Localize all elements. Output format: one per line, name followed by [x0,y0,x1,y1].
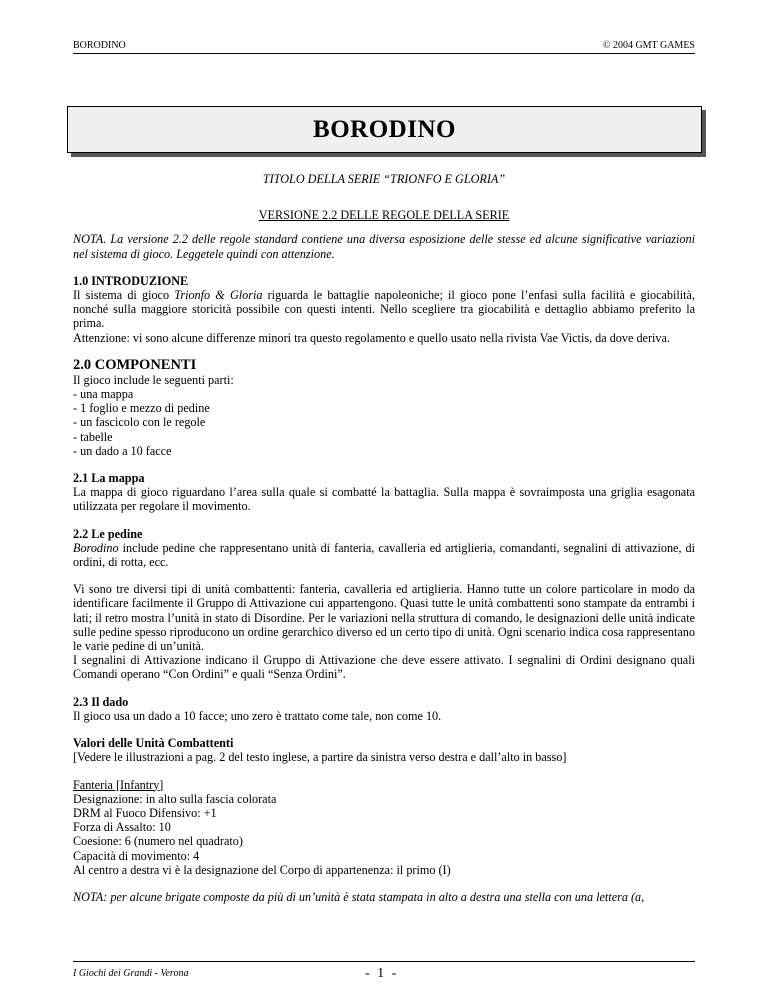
infantry-line: Capacità di movimento: 4 [73,848,200,863]
section-2-3-heading: 2.3 Il dado [73,694,129,709]
section-1-warning: Attenzione: vi sono alcune differenze minori tra questo regolamento e quello usato nella rivista Vae Victis, da dove deriva. [73,330,670,345]
page-header [73,40,695,54]
section-2-2-heading: 2.2 Le pedine [73,526,143,541]
section-2-3-text: Il gioco usa un dado a 10 facce; uno zero è trattato come tale, non come 10. [73,708,442,723]
s1-text-em: Trionfo & Gloria [174,288,263,303]
header-left: BORODINO [73,40,126,51]
infantry-line: Al centro a destra vi è la designazione del Corpo di appartenenza: il primo (I) [73,862,451,877]
section-2-2-p1 [73,541,695,569]
infantry-line: DRM al Fuoco Difensivo: +1 [73,805,217,820]
s1-text-b: riguarda le battaglie napoleoniche; il gioco pone l’enfasi sulla facilità e giocabilità, nonché sulla maggiore storicità possibile con questi intenti. Nello scegliere tra giocabilità e dettaglio abbiamo preferito la prima. [73,288,695,331]
infantry-heading: Fanteria [Infantry] [73,777,164,792]
document-body [73,170,695,904]
component-item: - 1 foglio e mezzo di pedine [73,401,210,416]
section-2-intro: Il gioco include le seguenti parti: [73,372,234,387]
title-box [67,106,702,153]
section-2-2-p3: I segnalini di Attivazione indicano il Gruppo di Attivazione che deve essere attivato. I segnalini di Ordini designano quali Comandi operano “Con Ordini” e quali “Senza Ordini”. [73,653,695,682]
bottom-note: NOTA: per alcune brigate composte da più di un’unità è stata stampata in alto a destra una stella con una lettera (a, [73,889,645,904]
infantry-line: Coesione: 6 (numero nel quadrato) [73,834,243,849]
section-1-paragraph [73,288,695,331]
infantry-line: Forza di Assalto: 10 [73,820,171,835]
component-item: - tabelle [73,429,113,444]
footer-left: I Giochi dei Grandi - Verona [73,968,189,979]
section-2-1-heading: 2.1 La mappa [73,471,145,486]
section-1-heading: 1.0 INTRODUZIONE [73,273,189,288]
header-right: © 2004 GMT GAMES [602,40,695,51]
component-item: - un fascicolo con le regole [73,415,206,430]
section-2-heading: 2.0 COMPONENTI [73,356,197,373]
values-heading: Valori delle Unità Combattenti [73,736,234,751]
version-note: NOTA. La versione 2.2 delle regole standard contiene una diversa esposizione delle stesse ed alcune significative variazioni nel sistema di gioco. Leggetele quindi con attenzione. [73,232,695,261]
section-2-2-p2: Vi sono tre diversi tipi di unità combattenti: fanteria, cavalleria ed artiglieria. Hanno tutte un colore particolare in modo da identificare facilmente il Gruppo di Attivazione cui appartengono. Quasi tutte le unità combattenti sono stampate da entrambi i lati; il retro mostra l’unità in stato di Disordine. Per le variazioni nella struttura di comando, le designazioni delle unità indicate sulle pedine spesso riproducono un ordine gerarchico diverso ed un certo tipo di unità. Ogni scenario indica cosa rappresentano le varie pedine di un’unità. [73,582,695,654]
s22-text: include pedine che rappresentano unità di fanteria, cavalleria ed artiglieria, comandanti, segnalini di attivazione, di ordini, di rotta, ecc. [73,540,695,570]
series-title: TITOLO DELLA SERIE “TRIONFO E GLORIA” [262,172,506,186]
infantry-line: Designazione: in alto sulla fascia colorata [73,791,277,806]
page-title: BORODINO [313,115,456,143]
s1-text-a: Il sistema di gioco [73,288,175,303]
page-footer [73,961,695,981]
values-text: [Vedere le illustrazioni a pag. 2 del testo inglese, a partire da sinistra verso destra e dall’alto in basso] [73,750,567,765]
component-item: - un dado a 10 facce [73,443,172,458]
component-item: - una mappa [73,387,134,402]
page-number: - 1 - [365,966,399,981]
section-2-1-text: La mappa di gioco riguardano l’area sulla quale si combatté la battaglia. Sulla mappa è sovraimposta una griglia esagonata utilizzata per regolare il movimento. [73,485,695,514]
s22-text-em: Borodino [73,540,119,555]
version-line: VERSIONE 2.2 DELLE REGOLE DELLA SERIE [258,208,510,223]
